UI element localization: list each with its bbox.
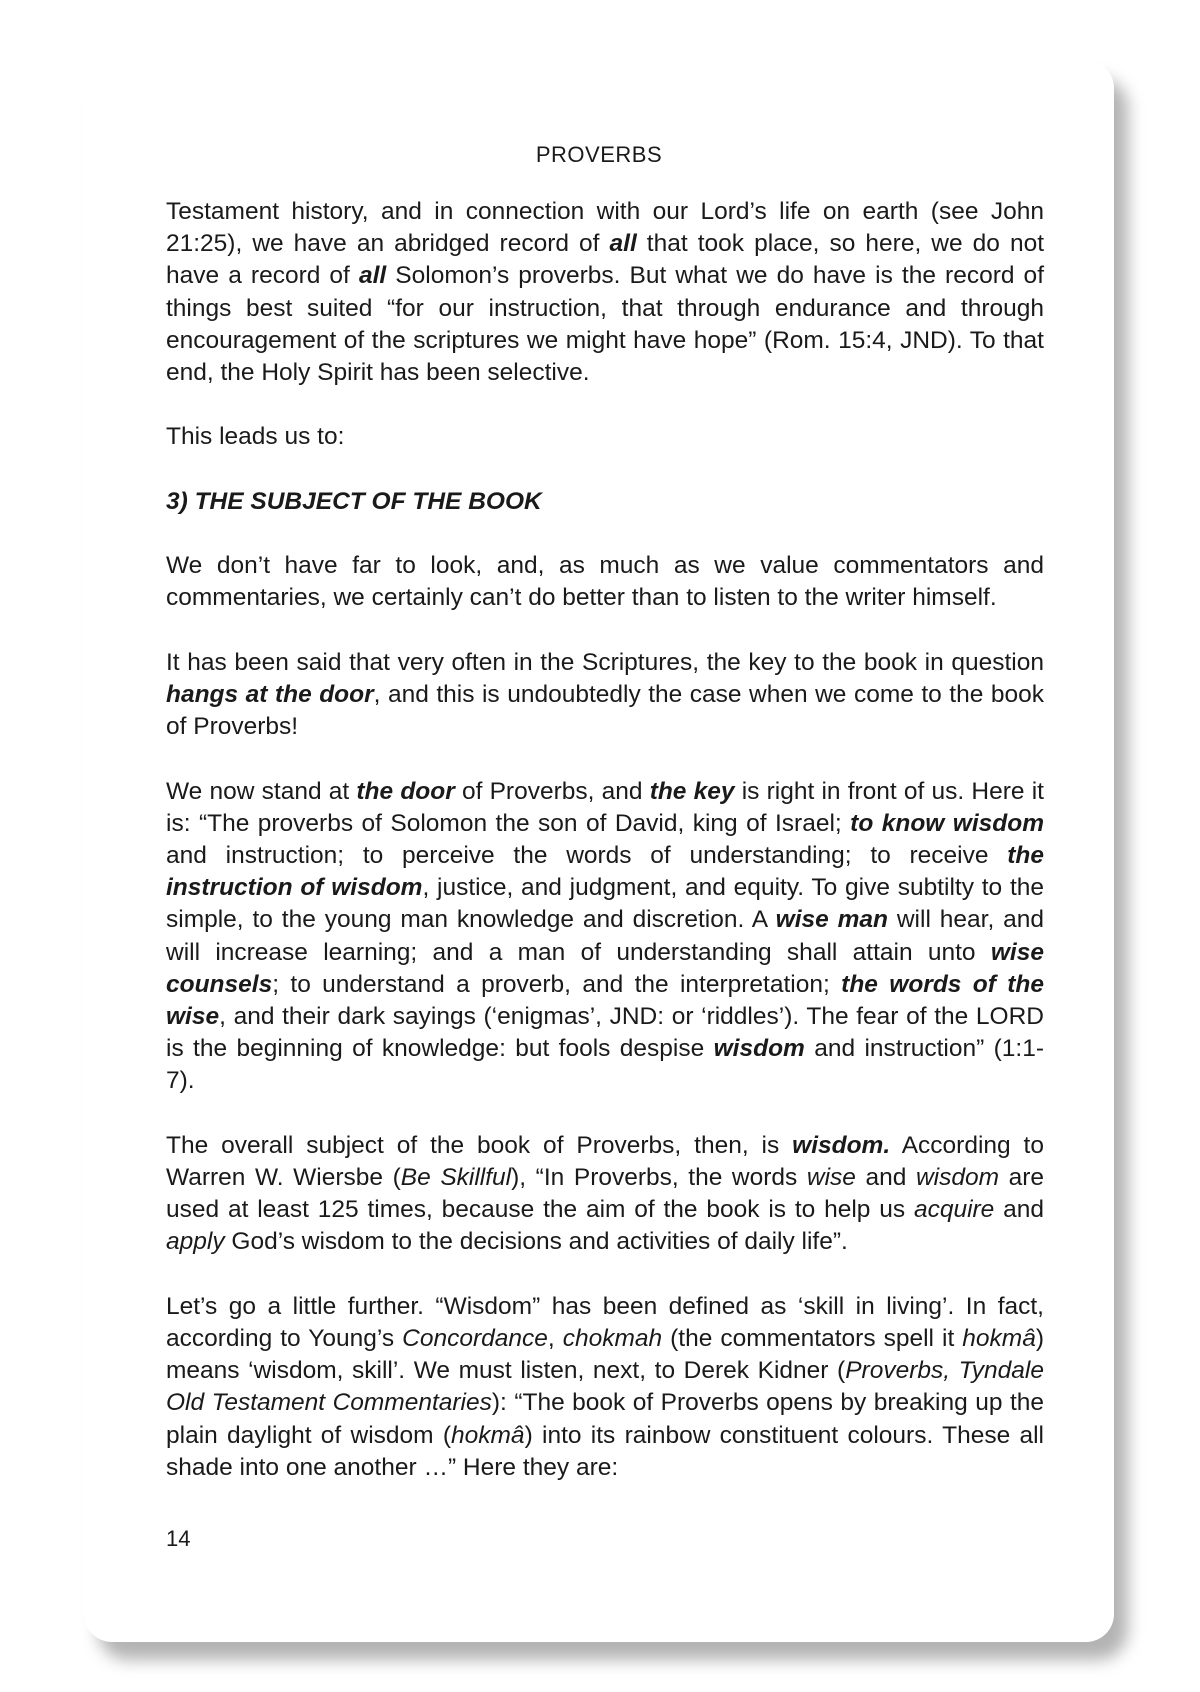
- running-head: PROVERBS: [535, 142, 663, 167]
- text-run: ; to understand a proverb, and the interpretation;: [272, 970, 842, 998]
- text-run: God’s wisdom to the decisions and activities of daily life”.: [224, 1228, 848, 1256]
- text-run: is right in front of us. Here it is: “The proverbs of Solomon the son of David, king of Israel;: [166, 777, 1044, 837]
- text-run: Let’s go a little further. “Wisdom” has been defined as ‘skill in living’. In fact, according to Young’s: [166, 1292, 1044, 1352]
- emphasis: hangs at the door: [166, 680, 374, 708]
- text-run: The overall subject of the book of Proverbs, then, is: [166, 1131, 793, 1159]
- emphasis: to know wisdom: [850, 809, 1044, 837]
- text-run: ,: [547, 1325, 563, 1352]
- emphasis: wisdom: [713, 1035, 805, 1063]
- emphasis: the instruction of wisdom: [166, 841, 1044, 902]
- text-run: and instruction” (1:1-7).: [166, 1035, 1045, 1095]
- italic-text: acquire: [913, 1196, 995, 1224]
- text-run: that took place, so here, we do not have a record of: [166, 230, 1045, 290]
- emphasis: all: [358, 262, 387, 290]
- text-run: , justice, and judgment, and equity. To give subtilty to the simple, to the young man knowledge and discretion. A: [166, 874, 1044, 934]
- text-run: , and their dark sayings (‘enigmas’, JND: or ‘riddles’). The fear of the LORD is the beginning of knowledge: but fools despise: [166, 1003, 1044, 1063]
- paragraph-4: [166, 647, 1044, 744]
- text-run: It has been said that very often in the Scriptures, the key to the book in question: [166, 648, 1044, 676]
- emphasis: wise counsels: [166, 938, 1044, 998]
- italic-text: Proverbs, Tyndale Old Testament Commentaries: [166, 1357, 1044, 1417]
- text-run: We now stand at: [166, 777, 357, 805]
- emphasis: wise man: [775, 906, 888, 934]
- text-run: ): “The book of Proverbs opens by breaking up the plain daylight of wisdom (: [166, 1389, 1045, 1449]
- italic-text: chokmah: [562, 1325, 663, 1352]
- text-run: According to Warren W. Wiersbe (: [166, 1131, 1044, 1191]
- text-run: and instruction; to perceive the words of understanding; to receive: [166, 841, 1008, 869]
- paragraph-6: [166, 1130, 1044, 1259]
- emphasis: the words of the wise: [166, 970, 1044, 1030]
- paragraph-5: [166, 776, 1044, 1098]
- text-run: Solomon’s proverbs. But what we do have is the record of things best suited “for our instruction, that through endurance and through encouragement of the scriptures we might have hope” (Rom. 15:4, JND). To that end, the Holy Spirit has been selective.: [166, 262, 1044, 387]
- text-run: ) into its rainbow constituent colours. These all shade into one another …” Here they are:: [166, 1421, 1044, 1481]
- text-run: and: [855, 1164, 916, 1191]
- italic-text: hokmâ: [962, 1325, 1036, 1352]
- text-run: Testament history, and in connection with our Lord’s life on earth (see John 21:25), we have an abridged record of: [166, 198, 1044, 258]
- emphasis: all: [609, 230, 637, 258]
- italic-text: apply: [166, 1228, 225, 1256]
- page-number: 14: [166, 1526, 191, 1551]
- text-run: ), “In Proverbs, the words: [511, 1164, 807, 1191]
- italic-text: hokmâ: [451, 1421, 525, 1449]
- text-run: of Proverbs, and: [454, 777, 650, 805]
- text-run: (the commentators spell it: [662, 1325, 963, 1352]
- italic-text: Concordance: [402, 1325, 548, 1352]
- italic-text: Be Skillful: [400, 1164, 512, 1191]
- paragraph-1: [166, 196, 1044, 389]
- emphasis: wisdom.: [792, 1131, 891, 1159]
- body-text: [166, 196, 1044, 1516]
- paragraph-7: [166, 1291, 1044, 1484]
- paragraph-3: We don’t have far to look, and, as much as we value commentators and commentaries, we certainly can’t do better than to listen to the writer himself.: [166, 552, 1044, 612]
- text-run: ) means ‘wisdom, skill’. We must listen, next, to Derek Kidner (: [166, 1325, 1044, 1385]
- emphasis: the door: [356, 777, 455, 805]
- text-run: will hear, and will increase learning; and a man of understanding shall attain unto: [166, 906, 1044, 966]
- emphasis: the key: [649, 777, 735, 805]
- section-heading: 3) THE SUBJECT OF THE BOOK: [166, 487, 542, 515]
- paragraph-2: This leads us to:: [166, 423, 345, 451]
- italic-text: wisdom: [915, 1164, 999, 1191]
- text-run: are used at least 125 times, because the aim of the book is to help us: [166, 1164, 1044, 1224]
- text-run: and: [994, 1196, 1044, 1224]
- book-page: [84, 60, 1114, 1642]
- italic-text: wise: [806, 1164, 856, 1191]
- text-run: , and this is undoubtedly the case when we come to the book of Proverbs!: [166, 680, 1044, 741]
